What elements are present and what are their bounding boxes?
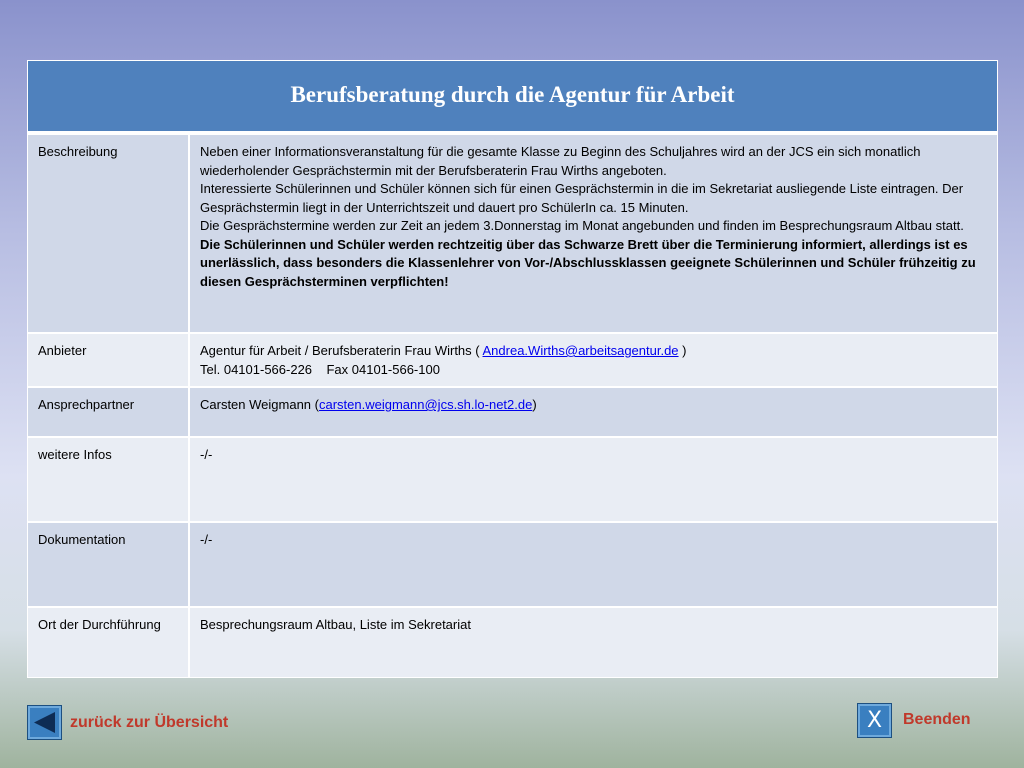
description-paragraph-4: Die Schülerinnen und Schüler werden rechtzeitig über das Schwarze Brett über die Terminierung informiert, allerdings ist es unerlässlich, dass besonders die Klassenlehrer von Vor-/Abschlussklassen geeignete Schülerinnen und Schüler frühzeitig zu diesen Gesprächsterminen verpflichten! — [200, 236, 976, 289]
provider-line-1 — [200, 342, 987, 361]
row-ansprechpartner — [28, 386, 997, 436]
row-anbieter — [28, 332, 997, 386]
close-button[interactable] — [857, 703, 892, 738]
contact-line — [200, 396, 987, 415]
provider-suffix: ) — [678, 343, 687, 358]
description-paragraph-1: Neben einer Informationsveranstaltung für die gesamte Klasse zu Beginn des Schuljahres wird an der JCS ein sich monatlich wiederholender Gesprächstermin mit der Berufsberaterin Frau Wirths angeboten. — [200, 144, 921, 178]
table-header — [28, 61, 997, 133]
close-icon: X — [866, 708, 883, 733]
row-beschreibung — [28, 133, 997, 332]
row-label: Ansprechpartner — [28, 388, 190, 436]
provider-text: Agentur für Arbeit / Berufsberaterin Frau Wirths ( — [200, 343, 483, 358]
description-paragraph-2: Interessierte Schülerinnen und Schüler können sich für einen Gesprächstermin in die im Sekretariat ausliegende Liste eintragen. Der Gesprächstermin liegt in der Unterrichtszeit und dauert pro SchülerIn ca. 15 Minuten. — [200, 181, 964, 215]
row-dokumentation — [28, 521, 997, 606]
row-value: -/- — [200, 532, 213, 547]
contact-cell — [190, 388, 997, 436]
row-label: Anbieter — [28, 334, 190, 386]
contact-text: Carsten Weigmann ( — [200, 397, 319, 412]
row-label: Dokumentation — [28, 523, 190, 606]
description-paragraph-3: Die Gesprächstermine werden zur Zeit an jedem 3.Donnerstag im Monat angebunden und finden im Besprechungsraum Altbau statt. — [200, 218, 964, 233]
description-cell — [190, 135, 997, 332]
row-value: Besprechungsraum Altbau, Liste im Sekretariat — [200, 617, 471, 632]
row-label: Ort der Durchführung — [28, 608, 190, 677]
provider-email-link[interactable]: Andrea.Wirths@arbeitsagentur.de — [482, 343, 679, 358]
quit-link[interactable]: Beenden — [903, 711, 971, 728]
page-title: Berufsberatung durch die Agentur für Arbeit — [290, 82, 735, 107]
contact-email-link[interactable]: carsten.weigmann@jcs.sh.lo-net2.de — [318, 397, 533, 412]
info-table — [27, 60, 998, 678]
row-label: weitere Infos — [28, 438, 190, 521]
row-weitere-infos — [28, 436, 997, 521]
row-label: Beschreibung — [28, 135, 190, 332]
row-ort — [28, 606, 997, 677]
row-value: -/- — [200, 447, 213, 462]
back-button[interactable] — [27, 705, 62, 740]
arrow-left-icon — [28, 706, 61, 739]
provider-cell — [190, 334, 997, 386]
provider-phone-fax: Tel. 04101-566-226 Fax 04101-566-100 — [200, 361, 440, 377]
back-to-overview-link[interactable]: zurück zur Übersicht — [70, 714, 229, 731]
contact-suffix: ) — [532, 397, 537, 412]
